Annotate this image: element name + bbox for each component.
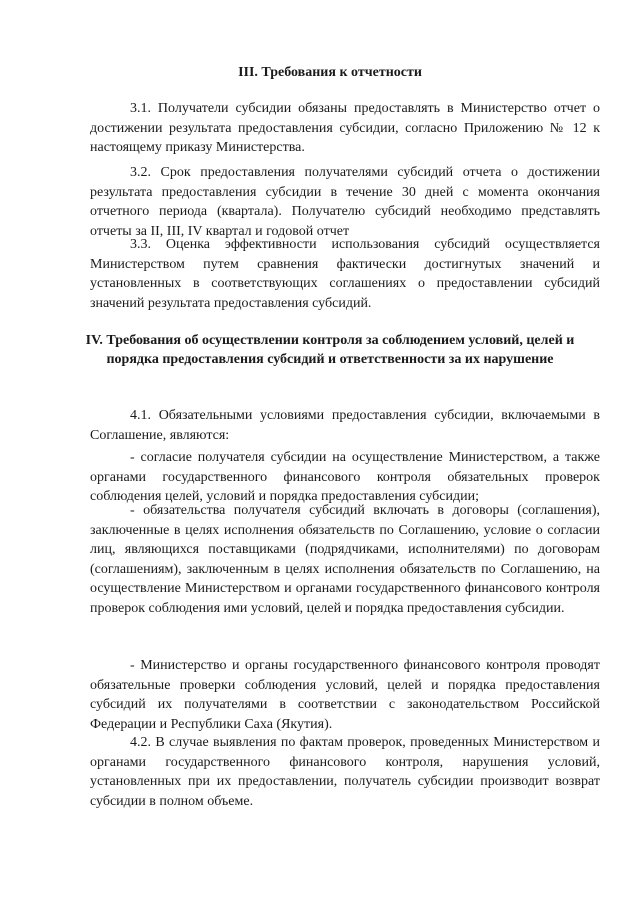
paragraph-3-1: 3.1. Получатели субсидии обязаны предоставлять в Министерство отчет о достижении результата предоставления субсидии, согласно Приложению № 12 к настоящему приказу Министерства.	[90, 101, 600, 155]
paragraph-4-2: 4.2. В случае выявления по фактам проверок, проведенных Министерством и органами государственного финансового контроля, нарушения условий, установленных при их предоставлении, получатель субсидии производит возврат субсидии в полном объеме.	[90, 735, 600, 809]
section-3-title: III. Требования к отчетности	[238, 65, 422, 80]
list-item-consent: - согласие получателя субсидии на осуществление Министерством, а также органами государственного финансового контроля обязательных проверок соблюдения целей, условий и порядка предоставления субсидии;	[90, 450, 600, 504]
paragraph-3-3: 3.3. Оценка эффективности использования субсидий осуществляется Министерством путем сравнения фактически достигнутых значений и установленных в соответствующих соглашениях о предоставлении субсидий значений результата предоставления субсидий.	[90, 237, 600, 311]
list-item-inspections: - Министерство и органы государственного финансового контроля проводят обязательные проверки соблюдения условий, целей и порядка предоставления субсидий их получателями в соответствии с законодательством Российской Федерации и Республики Саха (Якутия).	[90, 658, 600, 732]
paragraph-3-2: 3.2. Срок предоставления получателями субсидий отчета о достижении результата предоставления субсидии в течение 30 дней с момента окончания отчетного периода (квартала). Получателю субсидий необходимо представлять отчеты за II, III, IV квартал и годовой отчет	[90, 165, 600, 239]
list-item-obligations: - обязательства получателя субсидий включать в договоры (соглашения), заключенные в целях исполнения обязательств по Соглашению, условие о согласии лиц, являющихся поставщиками (подрядчиками, исполнителями) по договорам (соглашениям), заключенным в целях исполнения обязательств по Соглашению, на осуществление Министерством и органами государственного финансового контроля проверок соблюдения ими условий, целей и порядка предоставления субсидии.	[90, 503, 600, 616]
section-4-title: IV. Требования об осуществлении контроля за соблюдением условий, целей и порядка предоставления субсидий и ответственности за их нарушение	[85, 333, 575, 367]
paragraph-4-1: 4.1. Обязательными условиями предоставления субсидии, включаемыми в Соглашение, являются:	[90, 408, 600, 443]
